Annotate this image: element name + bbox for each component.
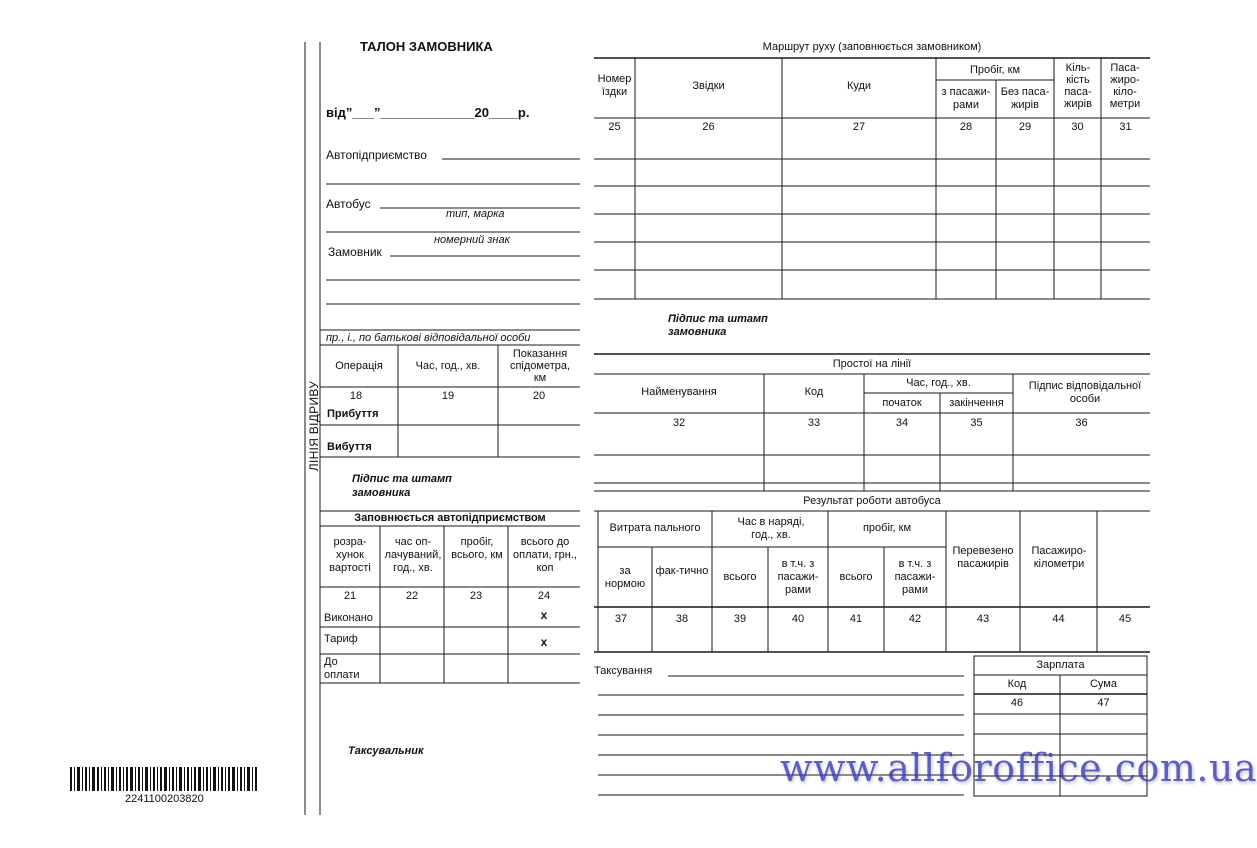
route-col-from: Звідки [692, 80, 725, 92]
ops-header-operation: Операція [335, 360, 383, 372]
result-fuel-group: Витрата пального [609, 522, 701, 534]
ops-number-18: 18 [349, 390, 363, 402]
result-time-group: Час в наряді, год., хв. [737, 516, 805, 541]
taxer-label: Таксувальник [348, 745, 424, 757]
route-col-without-passengers: Без паса-жирів [1000, 86, 1050, 111]
ent-row-tariff: Тариф [324, 633, 358, 645]
result-number-39: 39 [733, 613, 747, 625]
left-signature: Підпис та штамп замовника [352, 473, 452, 499]
ent-mark-done: х [540, 608, 548, 622]
barcode-number: 2241100203820 [125, 793, 204, 805]
salary-title: Зарплата [1036, 659, 1085, 671]
plate-hint: номерний знак [434, 234, 510, 246]
result-col-passenger-km: Пасажиро-кілометри [1031, 545, 1087, 570]
result-title: Результат роботи автобуса [803, 495, 941, 507]
result-number-43: 43 [976, 613, 990, 625]
ent-number-23: 23 [469, 590, 483, 602]
idle-col-signature: Підпис відповідальної особи [1028, 380, 1142, 405]
watermark: www.allforoffice.com.ua [780, 746, 1257, 790]
idle-col-code: Код [804, 386, 824, 398]
result-number-41: 41 [849, 613, 863, 625]
route-number-28: 28 [959, 121, 973, 133]
idle-col-start: початок [882, 397, 922, 409]
route-col-to: Куди [846, 80, 872, 92]
idle-col-name: Найменування [641, 386, 717, 398]
route-title: Маршрут руху (заповнюється замовником) [762, 41, 982, 53]
date-line: від”___”_____________20____р. [326, 105, 530, 120]
result-mileage-group: пробіг, км [862, 522, 912, 534]
salary-number-47: 47 [1097, 697, 1110, 709]
idle-number-36: 36 [1075, 417, 1088, 429]
ent-row-done: Виконано [324, 612, 373, 624]
taxation-label: Таксування [594, 665, 653, 677]
route-mileage-group: Пробіг, км [969, 64, 1021, 76]
route-number-29: 29 [1018, 121, 1032, 133]
result-col-mileage-with-passengers: в т.ч. з пасажи-рами [894, 558, 936, 596]
ent-number-24: 24 [537, 590, 551, 602]
result-col-norm: за нормою [604, 565, 646, 590]
responsible-hint: пр., і., по батькові відповідальної особи [326, 332, 531, 344]
idle-title: Простої на лінії [832, 358, 912, 370]
result-col-carried: Перевезено пасажирів [952, 545, 1014, 570]
ent-row-to-pay: До оплати [324, 656, 360, 681]
salary-col-sum: Сума [1089, 678, 1117, 690]
ops-number-19: 19 [441, 390, 455, 402]
route-signature: Підпис та штамп замовника [668, 313, 768, 338]
type-brand-hint: тип, марка [446, 208, 505, 220]
ent-number-21: 21 [343, 590, 357, 602]
salary-number-46: 46 [1010, 697, 1024, 709]
route-number-31: 31 [1119, 121, 1132, 133]
result-col-time-total: всього [723, 571, 757, 583]
ent-number-22: 22 [405, 590, 419, 602]
route-col-passenger-count: Кіль-кість паса-жирів [1064, 62, 1092, 110]
ent-header-total: всього до оплати, грн., коп [513, 536, 577, 574]
idle-col-end: закінчення [949, 397, 1004, 409]
result-col-mileage-total: всього [839, 571, 873, 583]
enterprise-label: Автопідприємство [326, 148, 427, 162]
ops-number-20: 20 [532, 390, 546, 402]
tear-line-label: ЛІНІЯ ВІДРИВУ [307, 380, 321, 472]
route-number-27: 27 [852, 121, 866, 133]
ops-row-departure: Вибуття [327, 441, 372, 453]
route-col-number: Номер їздки [597, 73, 632, 98]
result-number-42: 42 [908, 613, 922, 625]
ent-mark-tariff: х [540, 635, 548, 649]
idle-number-32: 32 [672, 417, 686, 429]
idle-number-34: 34 [895, 417, 909, 429]
result-col-time-with-passengers: в т.ч. з пасажи-рами [777, 558, 819, 596]
enterprise-section-title: Заповнюється автопідприємством [354, 512, 546, 524]
ops-header-odometer: Показання спідометра, км [509, 348, 571, 384]
ent-header-time: час оп-лачуваний, год., хв. [384, 536, 442, 574]
salary-col-code: Код [1007, 678, 1027, 690]
barcode-bars [70, 767, 257, 791]
result-col-fact: фак-тично [655, 565, 709, 577]
route-number-26: 26 [702, 121, 715, 133]
result-number-40: 40 [791, 613, 805, 625]
idle-number-35: 35 [970, 417, 983, 429]
route-number-30: 30 [1071, 121, 1084, 133]
coupon-title: ТАЛОН ЗАМОВНИКА [360, 39, 493, 54]
ops-row-arrival: Прибуття [327, 408, 379, 420]
ops-header-time: Час, год., хв. [415, 360, 481, 372]
idle-time-group: Час, год., хв. [906, 377, 971, 389]
result-number-44: 44 [1052, 613, 1065, 625]
route-col-passenger-km: Паса-жиро-кіло-метри [1109, 62, 1141, 110]
result-number-45: 45 [1118, 613, 1132, 625]
idle-number-33: 33 [807, 417, 821, 429]
customer-label: Замовник [328, 245, 382, 259]
result-number-38: 38 [675, 613, 689, 625]
route-number-25: 25 [608, 121, 621, 133]
bus-label: Автобус [326, 197, 371, 211]
ent-header-mileage: пробіг, всього, км [451, 536, 503, 561]
result-number-37: 37 [614, 613, 628, 625]
ent-header-cost: розра-хунок вартості [329, 536, 371, 574]
route-col-with-passengers: з пасажи-рами [941, 86, 991, 111]
